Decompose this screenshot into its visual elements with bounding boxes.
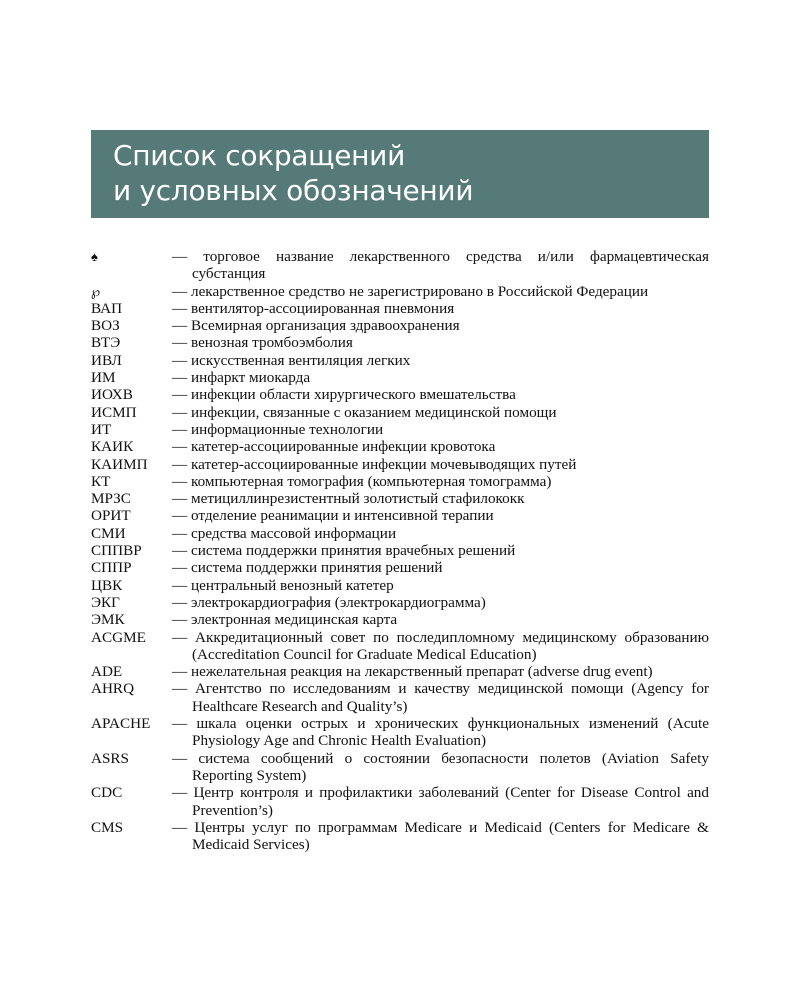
abbreviation-definition: — лекарственное средство не зарегистрировано в Российской Федерации <box>172 282 649 300</box>
abbreviation-entry <box>91 386 709 403</box>
section-header <box>91 130 709 218</box>
abbreviation-entry <box>91 438 709 455</box>
abbreviation-definition: — шкала оценки острых и хронических функциональных изменений (Acute Physiology Age and Chronic Health Evaluation) <box>172 715 709 750</box>
abbreviation-list <box>91 248 709 853</box>
unregistered-symbol-icon: ℘ <box>91 283 101 299</box>
abbreviation-term: СППВР <box>91 542 142 560</box>
abbreviation-entry <box>91 611 709 628</box>
abbreviation-definition: — Центры услуг по программам Medicare и Medicaid (Centers for Medicare & Medicaid Services) <box>172 818 709 854</box>
abbreviation-definition: — катетер-ассоциированные инфекции кровотока <box>172 438 496 456</box>
abbreviation-term: ОРИТ <box>91 507 131 525</box>
abbreviation-definition: — система сообщений о состоянии безопасности полетов (Aviation Safety Reporting System) <box>172 749 709 784</box>
abbreviation-term: AHRQ <box>91 680 135 698</box>
abbreviation-entry <box>91 283 709 300</box>
abbreviation-entry <box>91 663 709 680</box>
abbreviation-entry <box>91 317 709 334</box>
abbreviation-definition: — компьютерная томография (компьютерная томограмма) <box>172 472 552 490</box>
abbreviation-entry <box>91 819 709 854</box>
abbreviation-entry <box>91 629 709 664</box>
abbreviation-entry <box>91 456 709 473</box>
abbreviation-definition: — нежелательная реакция на лекарственный препарат (adverse drug event) <box>172 663 653 681</box>
abbreviation-term: ВТЭ <box>91 334 121 352</box>
abbreviation-definition: — Аккредитационный совет по последипломному медицинскому образованию (Accreditation Council for Graduate Medical Education) <box>172 628 709 663</box>
abbreviation-term: APACHE <box>91 715 151 733</box>
abbreviation-entry <box>91 750 709 785</box>
abbreviation-entry <box>91 490 709 507</box>
abbreviation-entry <box>91 525 709 542</box>
abbreviation-term: ВОЗ <box>91 317 120 335</box>
abbreviation-term: ИТ <box>91 420 112 438</box>
abbreviation-term: ИОХВ <box>91 386 133 404</box>
abbreviation-entry <box>91 248 709 283</box>
abbreviation-term: КТ <box>91 472 111 490</box>
abbreviation-definition: — инфекции области хирургического вмешательства <box>172 386 516 404</box>
page-title-line2: и условных обозначений <box>113 174 474 207</box>
abbreviation-entry <box>91 473 709 490</box>
abbreviation-definition: — Центр контроля и профилактики заболеваний (Center for Disease Control and Prevention’s) <box>172 784 709 819</box>
abbreviation-definition: — инфаркт миокарда <box>172 369 311 387</box>
abbreviation-definition: — венозная тромбоэмболия <box>172 334 353 352</box>
abbreviation-term: ИМ <box>91 369 116 387</box>
abbreviation-term: ВАП <box>91 299 123 317</box>
abbreviation-term: МРЗС <box>91 490 131 508</box>
page-title-line1: Список сокращений <box>113 139 405 172</box>
abbreviation-definition: — электрокардиография (электрокардиограмма) <box>172 593 486 611</box>
abbreviation-definition: — отделение реанимации и интенсивной терапии <box>172 507 494 525</box>
abbreviation-entry <box>91 404 709 421</box>
abbreviation-term: СППР <box>91 559 132 577</box>
abbreviation-entry <box>91 577 709 594</box>
abbreviation-term: CMS <box>91 818 124 836</box>
abbreviation-definition: — Агентство по исследованиям и качеству медицинской помощи (Agency for Healthcare Research and Quality’s) <box>172 680 709 715</box>
abbreviation-definition: — инфекции, связанные с оказанием медицинской помощи <box>172 403 557 421</box>
abbreviation-definition: — искусственная вентиляция легких <box>172 351 411 369</box>
trade-name-symbol-icon: ♠ <box>91 249 98 264</box>
abbreviation-entry <box>91 680 709 715</box>
abbreviation-term: ACGME <box>91 628 146 646</box>
abbreviation-term: ЭКГ <box>91 593 120 611</box>
abbreviation-definition: — система поддержки принятия врачебных решений <box>172 542 516 560</box>
abbreviation-entry <box>91 559 709 576</box>
abbreviation-entry <box>91 334 709 351</box>
abbreviation-term: ИСМП <box>91 403 137 421</box>
abbreviation-definition: — средства массовой информации <box>172 524 397 542</box>
abbreviation-term: КАИМП <box>91 455 148 473</box>
abbreviation-definition: — электронная медицинская карта <box>172 611 398 629</box>
abbreviation-definition: — Всемирная организация здравоохранения <box>172 317 460 335</box>
abbreviation-entry <box>91 715 709 750</box>
abbreviation-entry <box>91 542 709 559</box>
abbreviation-entry <box>91 784 709 819</box>
abbreviation-term: СМИ <box>91 524 126 542</box>
abbreviation-entry <box>91 352 709 369</box>
abbreviation-definition: — вентилятор-ассоциированная пневмония <box>172 299 455 317</box>
abbreviation-definition: — система поддержки принятия решений <box>172 559 443 577</box>
abbreviation-definition: — информационные технологии <box>172 420 384 438</box>
abbreviation-definition: — катетер-ассоциированные инфекции мочевыводящих путей <box>172 455 577 473</box>
abbreviation-entry <box>91 421 709 438</box>
abbreviation-entry <box>91 300 709 317</box>
abbreviation-term: КАИК <box>91 438 134 456</box>
abbreviation-definition: — центральный венозный катетер <box>172 576 394 594</box>
abbreviation-entry <box>91 594 709 611</box>
abbreviation-term: ЭМК <box>91 611 125 629</box>
abbreviation-term: ИВЛ <box>91 351 122 369</box>
abbreviation-term: ЦВК <box>91 576 123 594</box>
abbreviation-term: ASRS <box>91 749 129 767</box>
abbreviation-term: CDC <box>91 784 123 802</box>
abbreviation-entry <box>91 369 709 386</box>
abbreviation-definition: — торговое название лекарственного средства и/или фармацевтическая субстанция <box>172 248 709 283</box>
abbreviation-definition: — метициллинрезистентный золотистый стафилококк <box>172 490 525 508</box>
abbreviation-term: ADE <box>91 663 123 681</box>
abbreviation-entry <box>91 507 709 524</box>
